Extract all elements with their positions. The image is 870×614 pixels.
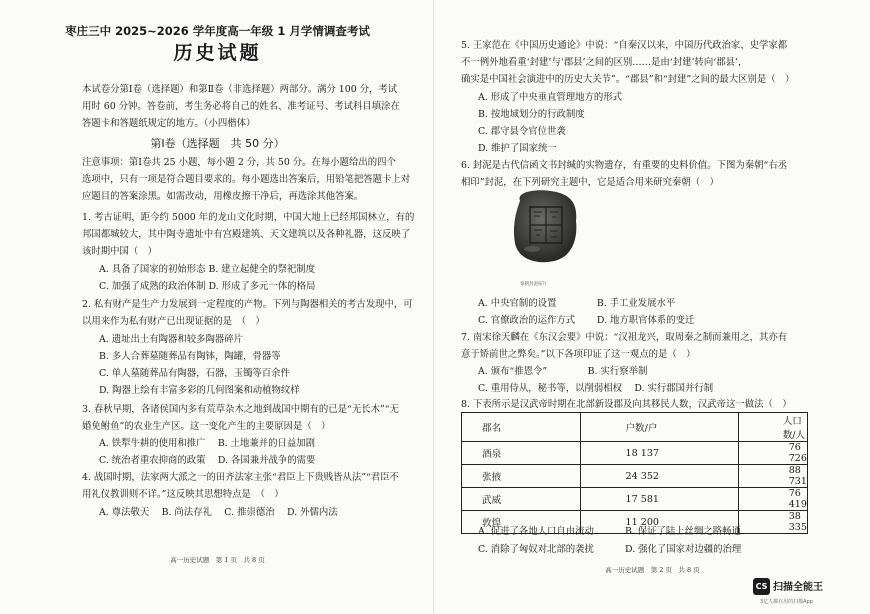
- q1-option: A. 具备了国家的初始形态 B. 建立起健全的祭祀制度: [99, 264, 316, 275]
- q2-option: A. 遗址出土有陶器和较多陶器碎片: [99, 334, 243, 345]
- q5-option: C. 郡守县令官位世袭: [478, 126, 566, 137]
- q6-option: C. 官僚政治的运作方式 D. 地方职官体系的变迁: [478, 315, 695, 326]
- q3-stem: 3. 春秋早期，各诸侯国内多有荒草杂木之地到战国中期有的已是“无长木”“无: [82, 404, 399, 415]
- q8-option: A. 促进了各地人口自由流动 B. 保证了陆上丝绸之路畅通: [478, 526, 741, 537]
- q2-option: D. 陶器上绘有丰富多彩的几何图案和动植物纹样: [99, 385, 300, 396]
- subject-title: 历史试题: [173, 42, 262, 64]
- table-cell: 酒泉: [462, 442, 581, 465]
- page-seam: [433, 0, 434, 614]
- image-caption: 秦朝封泥拓片: [520, 282, 547, 287]
- table-cell: 38 335: [738, 511, 807, 534]
- q7-stem: 7. 南宋徐天麟在《东汉会要》中说：“汉祖龙兴，取周秦之制而兼用之，其亦有: [461, 332, 788, 343]
- q8-option: C. 消除了匈奴对北部的袭扰 D. 强化了国家对边疆的治理: [478, 544, 742, 555]
- q5-option: D. 维护了国家统一: [478, 143, 557, 154]
- table-cell: 敦煌: [462, 511, 581, 534]
- intro-line: 用时 60 分钟。答卷前，考生务必将自己的姓名、准考证号、考试科目填涂在: [82, 101, 400, 112]
- q3-option: C. 统治者重农抑商的政策 D. 各国兼并战争的需要: [99, 455, 316, 466]
- q7-stem: 意于矫前世之弊矣。”以下各项印证了这一观点的是（ ）: [461, 349, 696, 360]
- q5-option: B. 按地域划分的行政制度: [478, 109, 585, 120]
- table-cell: 17 581: [581, 488, 738, 511]
- q1-option: C. 加强了成熟的政治体制 D. 形成了多元一体的格局: [99, 281, 316, 292]
- table-cell: 11 200: [581, 511, 738, 534]
- q5-stem: 不一例外地看重‘封建’与‘郡县’之间的区别……是由‘封建’转向‘郡县’，: [461, 57, 748, 68]
- intro-line: 本试卷分第Ⅰ卷（选择题）和第Ⅱ卷（非选择题）两部分。满分 100 分，考试: [82, 84, 398, 95]
- q3-stem: 婚免鲋鱼”的农业生产区。这一变化产生的主要原因是（ ）: [82, 421, 331, 432]
- table-cell: 张掖: [462, 465, 581, 488]
- q5-stem: 5. 王家范在《中国历史通论》中说：“自秦汉以来，中国历代政治家、史学家都: [461, 40, 788, 51]
- q3-option: A. 铁犁牛耕的使用和推广 B. 土地兼并的日益加剧: [99, 438, 316, 449]
- page-footer: 高一历史试题 第 2 页 共 8 页: [605, 566, 700, 574]
- q4-stem: 用礼仪教训则不详。”这反映其思想特点是 （ ）: [82, 489, 284, 500]
- q1-stem: 1. 考古证明，距今约 5000 年的龙山文化时期，中国大地上已经邦国林立，有的: [82, 212, 415, 223]
- table-cell: 18 137: [581, 442, 738, 465]
- q7-option: C. 重用侍从，秘书等，以削弱相权 D. 实行郡国并行制: [478, 383, 714, 394]
- exam-title: 枣庄三中 2025~2026 学年度高一年级 1 月学情调查考试: [65, 24, 370, 38]
- notes-line: 选项中，只有一项是符合题目要求的。每小题选出答案后，用铅笔把答题卡上对: [82, 174, 411, 185]
- intro-line: 答题卡和答题纸规定的地方。（小四楷体）: [82, 118, 256, 129]
- table-row: [462, 442, 808, 465]
- table-header-row: [462, 413, 808, 442]
- notes-line: 注意事项：第Ⅰ卷共 25 小题，每小题 2 分，共 50 分。在每小题给出的四个: [82, 157, 396, 168]
- table-row: [462, 465, 808, 488]
- table-cell: 76 726: [738, 442, 807, 465]
- q4-option: A. 尊法敬天 B. 尚法存礼 C. 推崇德治 D. 外儒内法: [99, 507, 338, 518]
- watermark-subtitle: 3亿人都在用的扫描App: [760, 599, 813, 605]
- table-cell: 24 352: [581, 465, 738, 488]
- migration-table: [461, 412, 808, 534]
- q5-stem: 确实是中国社会演进中的历史大关节”。“郡县”和“封建”之间的最大区别是（ ）: [461, 74, 795, 85]
- table-cell: 76 419: [738, 488, 807, 511]
- table-cell: 88 731: [738, 465, 807, 488]
- section-title: 第Ⅰ卷（选择题 共 50 分）: [150, 137, 285, 150]
- table-row: [462, 488, 808, 511]
- q6-option: A. 中央官制的设置 B. 手工业发展水平: [478, 298, 676, 309]
- clay-seal-image: [510, 187, 580, 265]
- q1-stem: 该时期中国（ ）: [82, 246, 158, 257]
- q1-stem: 邦国都城较大，其中陶寺遗址中有宫殿建筑、天文建筑以及各种礼器，这反映了: [82, 229, 411, 240]
- table-header-cell: 户数/户: [581, 413, 738, 442]
- q2-option: B. 多人合葬墓随葬品有陶钵，陶罐，骨器等: [99, 351, 281, 362]
- table-cell: 武威: [462, 488, 581, 511]
- q7-option: A. 颁布“推恩令” B. 实行察举制: [478, 366, 648, 377]
- q8-stem: 8. 下表所示是汉武帝时期在北部新设郡及向其移民人数，汉武帝这一做法（ ）: [461, 399, 792, 410]
- q2-option: C. 单人墓随葬品有陶器，石器，玉镯等百余件: [99, 368, 290, 379]
- q2-stem: 2. 私有财产是生产力发展到一定程度的产物。下列与陶器相关的考古发现中，可: [82, 299, 413, 310]
- q5-option: A. 形成了中央垂直管理地方的形式: [478, 92, 622, 103]
- page-footer: 高一历史试题 第 1 页 共 8 页: [170, 556, 265, 564]
- q6-stem: 6. 封泥是古代信函文书封缄的实物遗存，有重要的史料价值。下图为秦朝“右丞: [461, 160, 788, 171]
- watermark-name: 扫描全能王: [773, 582, 823, 593]
- camscanner-logo-icon: CS: [753, 578, 770, 595]
- notes-line: 应题目的答案涂黑。如需改动，用橡皮擦干净后，再选涂其他答案。: [82, 191, 364, 202]
- q4-stem: 4. 战国时期，法家两大派之一的田齐法家主张“君臣上下贵贱皆从法”“君臣不: [82, 472, 399, 483]
- table-header-cell: 郡名: [462, 413, 581, 442]
- q2-stem: 以用来作为私有财产已出现证据的是 （ ）: [82, 316, 265, 327]
- table-header-cell: 人口数/人: [738, 413, 807, 442]
- q6-stem: 相印”封泥，在下列研究主题中，它是适合用来研究秦朝（ ）: [461, 177, 719, 188]
